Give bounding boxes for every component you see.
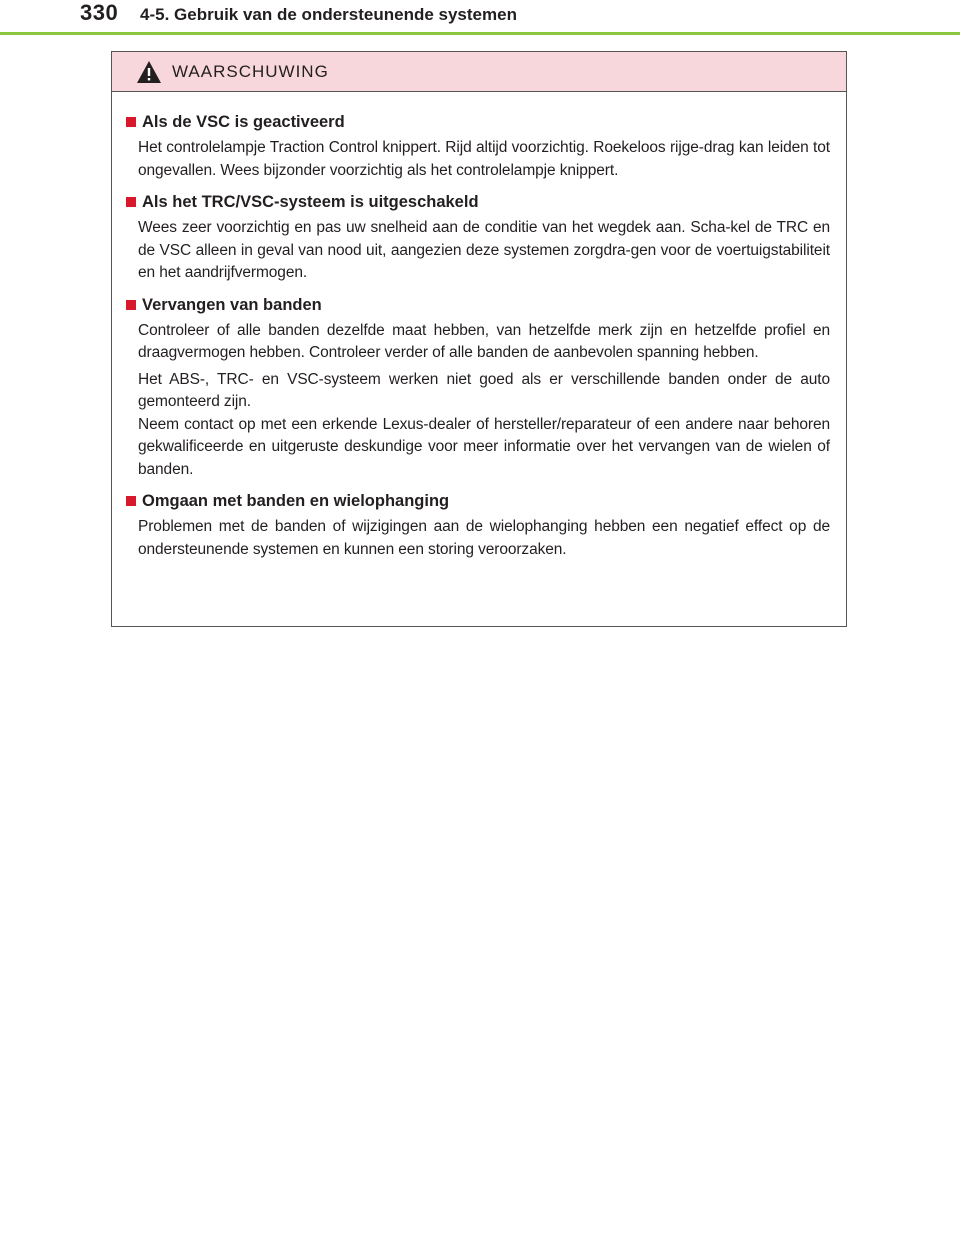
item-heading: Omgaan met banden en wielophanging	[142, 492, 450, 510]
warning-item	[126, 489, 830, 561]
warning-body	[112, 92, 846, 561]
item-heading: Als het TRC/VSC-systeem is uitgeschakeld	[142, 193, 479, 211]
paragraph: Controleer of alle banden dezelfde maat hebben, van hetzelfde merk zijn en hetzelfde profiel en draagvermogen hebben. Controleer verder of alle banden de aanbevolen spanning hebben.	[138, 321, 830, 361]
warning-item	[126, 110, 830, 182]
warning-box	[111, 51, 847, 627]
paragraph: Het controlelampje Traction Control knippert. Rijd altijd voorzichtig. Roekeloos rijge-drag kan leiden tot ongevallen. Wees bijzonder voorzichtig als het controlelampje knippert.	[138, 139, 830, 179]
item-heading: Vervangen van banden	[142, 295, 322, 314]
warning-item	[126, 190, 830, 285]
warning-item	[126, 293, 830, 482]
section-title: 4-5. Gebruik van de ondersteunende systemen	[140, 5, 517, 24]
paragraph: Neem contact op met een erkende Lexus-dealer of hersteller/reparateur of een andere naar behoren gekwalificeerde en uitgeruste deskundige voor meer informatie over het vervangen van de wielen of banden.	[138, 415, 830, 478]
bullet-square-icon	[126, 496, 136, 506]
warning-header	[112, 52, 846, 92]
item-heading: Als de VSC is geactiveerd	[142, 113, 345, 131]
warning-triangle-icon	[136, 60, 162, 84]
page-number: 330	[80, 0, 119, 25]
paragraph: Problemen met de banden of wijzigingen aan de wielophanging hebben een negatief effect op de ondersteunende systemen en kunnen een storing veroorzaken.	[138, 518, 830, 558]
bullet-square-icon	[126, 197, 136, 207]
paragraph: Wees zeer voorzichtig en pas uw snelheid aan de conditie van het wegdek aan. Scha-kel de TRC en de VSC alleen in geval van nood uit, aangezien deze systemen zorgdra-gen voor de voertuigstabiliteit en het aandrijfvermogen.	[138, 219, 830, 281]
page-header	[0, 0, 960, 34]
warning-title: WAARSCHUWING	[172, 62, 329, 81]
header-rule	[0, 32, 960, 35]
bullet-square-icon	[126, 117, 136, 127]
paragraph: Het ABS-, TRC- en VSC-systeem werken niet goed als er verschillende banden onder de auto gemonteerd zijn.	[138, 370, 830, 410]
bullet-square-icon	[126, 300, 136, 310]
